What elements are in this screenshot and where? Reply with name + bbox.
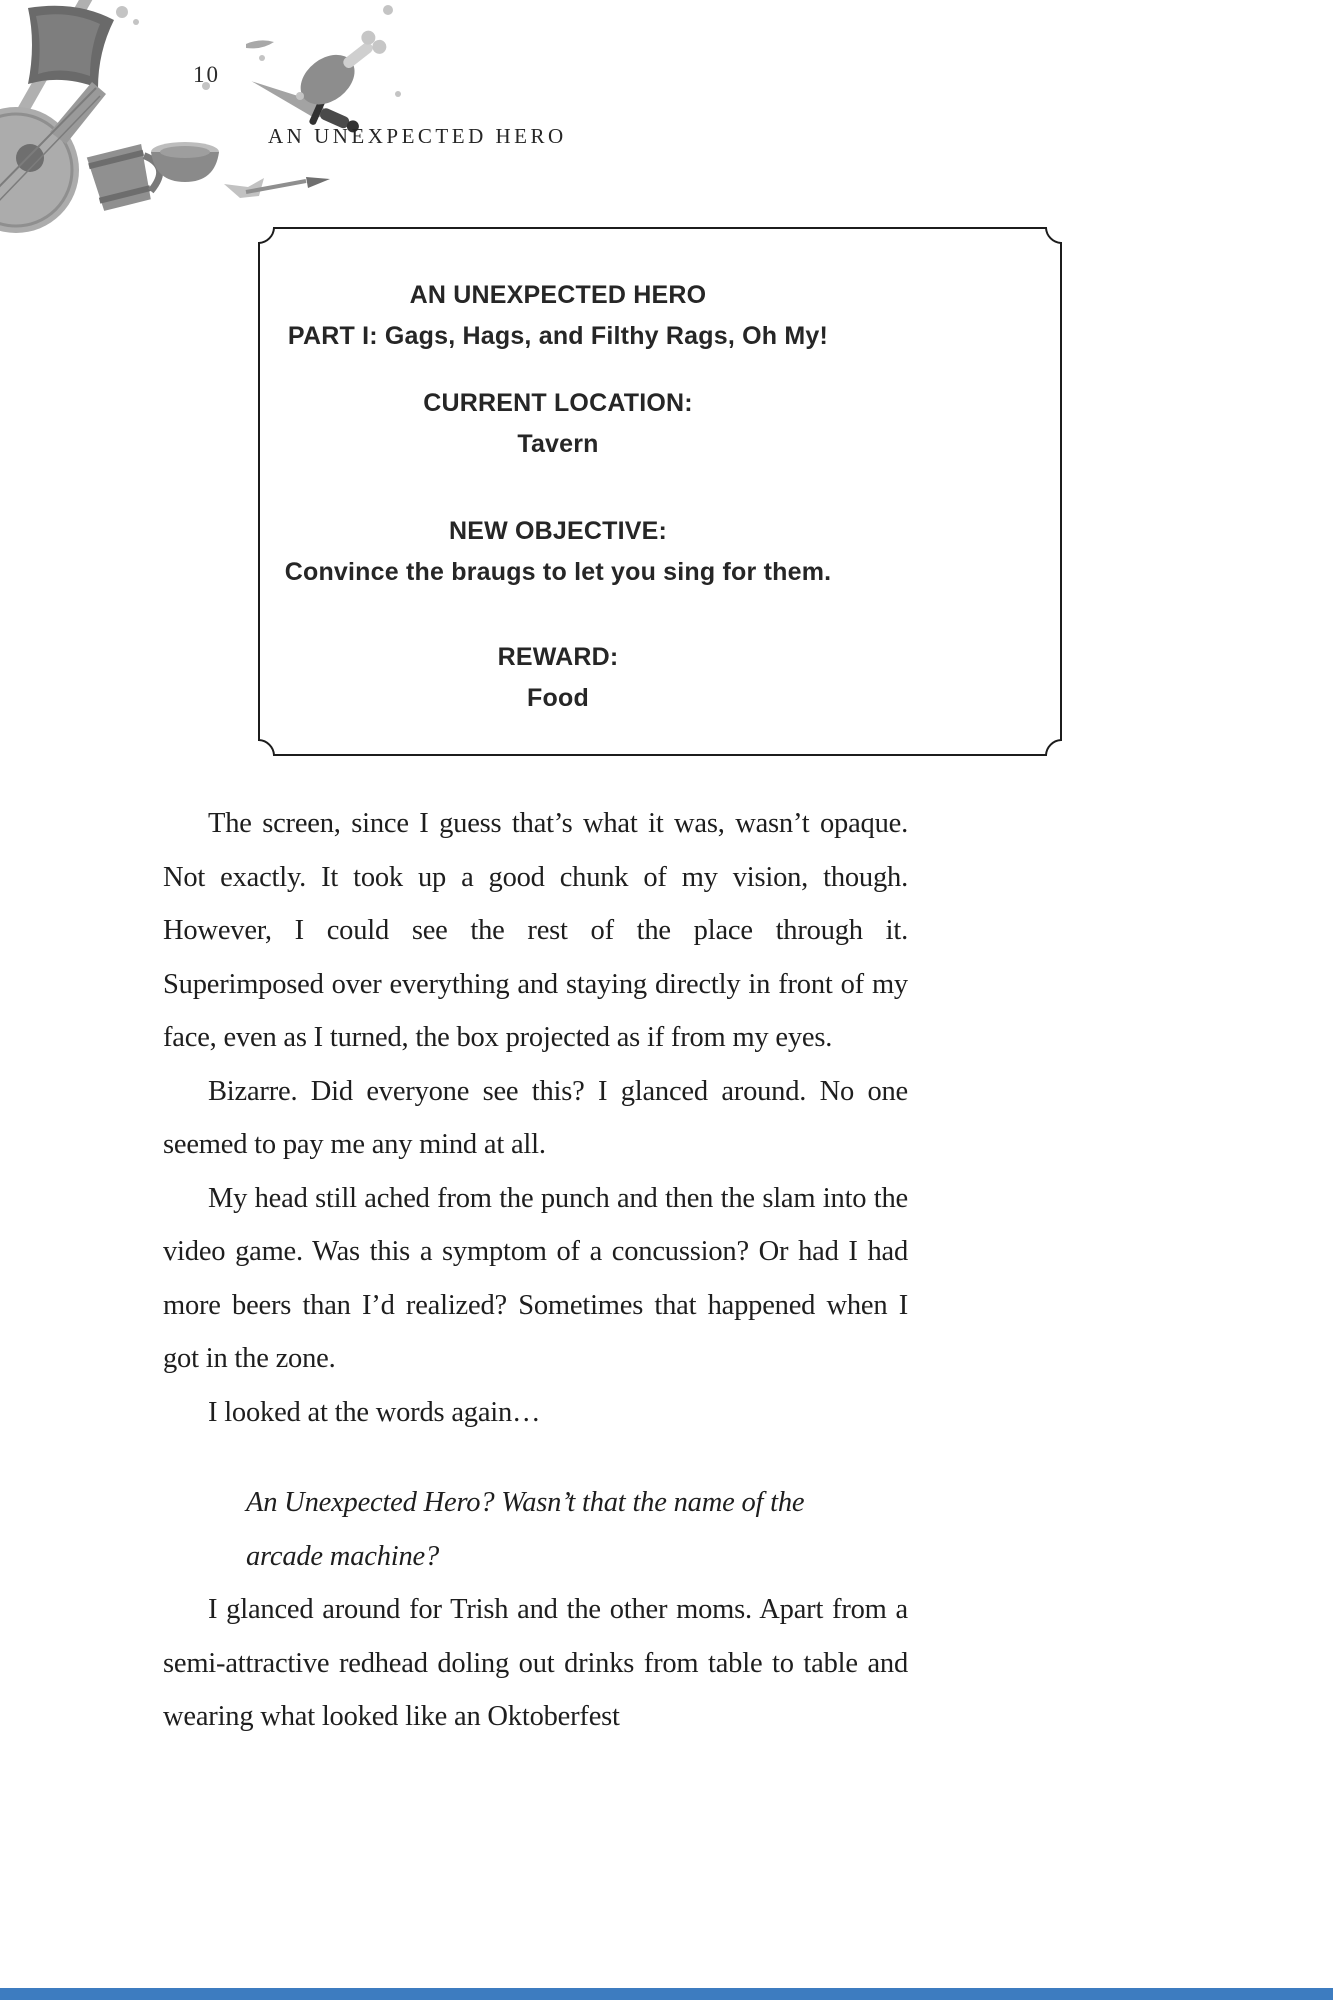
paragraph: Bizarre. Did everyone see this? I glanced around. No one seemed to pay me any mind at all. (163, 1075, 908, 1160)
current-location-value: Tavern (517, 430, 599, 458)
reward-label: REWARD: (497, 643, 619, 671)
paragraph: My head still ached from the punch and then the slam into the video game. Was this a symptom of a concussion? Or had I had more beers than I’d realized? Sometimes that happened when I got in the zone. (163, 1182, 908, 1374)
quest-text (258, 227, 858, 719)
paragraph: I looked at the words again… (208, 1396, 541, 1428)
reader-progress-bar[interactable] (0, 1988, 1333, 2000)
quest-status-box (258, 227, 1062, 756)
quest-part-subtitle: PART I: Gags, Hags, and Filthy Rags, Oh My! (287, 322, 829, 350)
paragraph: The screen, since I guess that’s what it was, wasn’t opaque. Not exactly. It took up a good chunk of my vision, though. However, I could see the rest of the place through it. Superimposed over everything and staying directly in front of my face, even as I turned, the box projected as if from my eyes. (163, 808, 908, 1053)
dart-icon (224, 177, 330, 198)
new-objective-value: Convince the braugs to let you sing for them. (284, 558, 832, 586)
reward-value: Food (527, 684, 589, 712)
page-number: 10 (193, 62, 220, 87)
current-location-label: CURRENT LOCATION: (423, 389, 693, 417)
paragraph: I glanced around for Trish and the other moms. Apart from a semi-attractive redhead doling out drinks from table to table and wearing what looked like an Oktoberfest (163, 1594, 908, 1732)
body-text (163, 797, 908, 1744)
italic-inner-monologue: An Unexpected Hero? Wasn’t that the name of the arcade machine? (246, 1487, 805, 1572)
drumstick-icon (291, 21, 394, 114)
new-objective-label: NEW OBJECTIVE: (448, 517, 668, 545)
quest-title: AN UNEXPECTED HERO (409, 281, 707, 309)
running-header: AN UNEXPECTED HERO (268, 124, 567, 148)
